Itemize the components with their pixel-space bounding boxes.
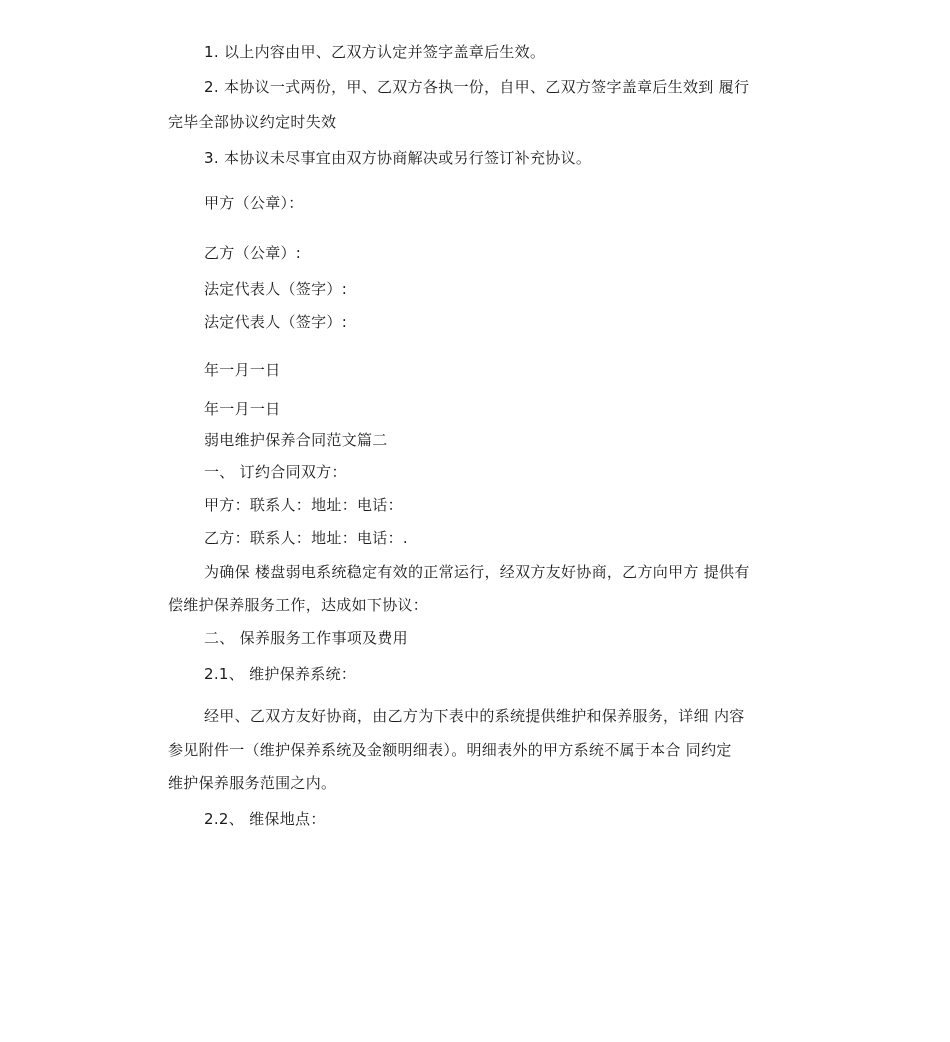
party-b-contact: 乙方：联系人：地址：电话：.	[204, 529, 408, 547]
legal-rep-signature-label-1: 法定代表人（签字）:	[204, 280, 348, 298]
heading-contract-parties: 一、 订约合同双方：	[204, 463, 347, 481]
date-line-2: 年一月一日	[204, 400, 281, 418]
subheading-2-2: 2.2、 维保地点：	[204, 810, 326, 828]
paragraph-2-1-line-1: 经甲、乙双方友好协商，由乙方为下表中的系统提供维护和保养服务，详细 内容	[204, 707, 745, 725]
clause-1: 1. 以上内容由甲、乙双方认定并签字盖章后生效。	[204, 43, 546, 61]
preamble-line-1: 为确保 楼盘弱电系统稳定有效的正常运行，经双方友好协商，乙方向甲方 提供有	[204, 563, 750, 581]
clause-2-line-2: 完毕全部协议约定时失效	[168, 113, 337, 131]
party-a-seal-label: 甲方（公章）：	[204, 194, 304, 212]
legal-rep-signature-label-2: 法定代表人（签字）:	[204, 313, 348, 331]
party-a-contact: 甲方：联系人：地址：电话：	[204, 496, 403, 514]
subheading-2-1: 2.1、 维护保养系统：	[204, 665, 357, 683]
preamble-line-2: 偿维护保养服务工作，达成如下协议：	[168, 596, 429, 614]
date-line-1: 年一月一日	[204, 361, 281, 379]
paragraph-2-1-line-2: 参见附件一（维护保养系统及金额明细表）。明细表外的甲方系统不属于本合 同约定	[168, 741, 732, 759]
party-b-seal-label: 乙方（公章）:	[204, 244, 302, 262]
clause-3: 3. 本协议未尽事宜由双方协商解决或另行签订补充协议。	[204, 149, 592, 167]
paragraph-2-1-line-3: 维护保养服务范围之内。	[168, 774, 337, 792]
clause-2-line-1: 2. 本协议一式两份，甲、乙双方各执一份，自甲、乙双方签字盖章后生效到 履行	[204, 78, 750, 96]
section-title: 弱电维护保养合同范文篇二	[204, 431, 388, 449]
heading-service-items: 二、 保养服务工作事项及费用	[204, 629, 408, 647]
